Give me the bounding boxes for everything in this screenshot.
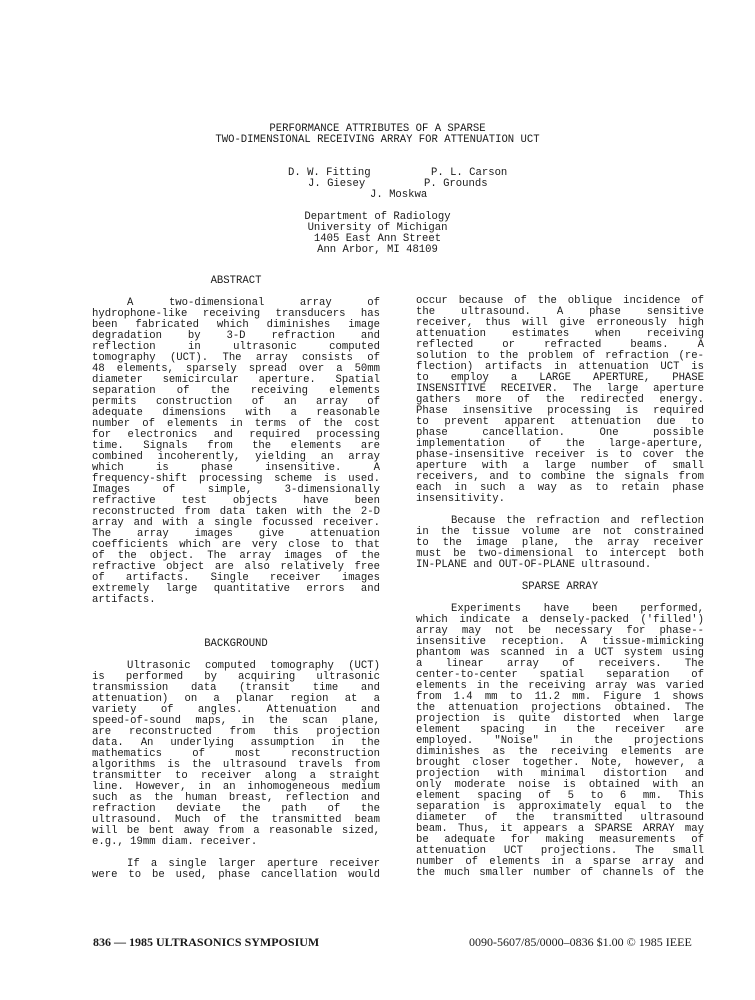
text-line: insensitive reception. A tissue-mimicking (416, 636, 704, 648)
text-line: element spacing of 5 to 6 mm. This (416, 790, 704, 802)
text-line: number of elements in terms of the cost (92, 418, 380, 430)
text-line: phase cancellation. One possible (416, 427, 704, 439)
right-column (416, 296, 704, 879)
text-line: be adequate for making measurements of (416, 834, 704, 846)
text-line: receivers, and to combine the signals from (416, 471, 704, 483)
text-line: of the object. The array images of the (92, 550, 380, 562)
text-line: projection is quite distorted when large (416, 713, 704, 725)
title-line-1: PERFORMANCE ATTRIBUTES OF A SPARSE (269, 123, 486, 135)
text-line: to prevent apparent attenuation due to (416, 416, 704, 428)
text-line: combined incoherently, yielding an array (92, 451, 380, 463)
text-line: 48 elements, sparsely spread over a 50mm (92, 363, 380, 375)
text-line: tomography (UCT). The array consists of (92, 352, 380, 364)
text-line: time. Signals from the elements are (92, 440, 380, 452)
text-line: data. An underlying assumption in the (92, 737, 380, 749)
text-line: attenuation estimates when receiving (416, 328, 704, 340)
text-line: Phase insensitive processing is required (416, 405, 704, 417)
text-line: refractive test objects have been (92, 495, 380, 507)
text-line: coefficients which are very close to that (92, 539, 380, 551)
text-line: If a single larger aperture receiver (127, 858, 380, 870)
affiliation-university: University of Michigan (307, 222, 448, 234)
text-line: reflection in ultrasonic computed (92, 341, 380, 353)
text-line: insensitivity. (416, 493, 506, 505)
text-line: line. However, in an inhomogeneous medium (92, 781, 380, 793)
text-line: separation of the receiving elements (92, 385, 380, 397)
background-paragraph-2 (92, 859, 380, 881)
author: P. Grounds (424, 178, 488, 190)
text-line: were to be used, phase cancellation would (92, 869, 380, 881)
text-line: INSENSITIVE RECEIVER. The large aperture (416, 383, 704, 395)
text-line: for electronics and required processing (92, 429, 380, 441)
text-line: flection) artifacts in attenuation UCT is (416, 361, 704, 373)
text-line: brought closer together. Note, however, a (416, 757, 704, 769)
text-line: separation is approximately equal to the (416, 801, 704, 813)
text-line: beam. Thus, it appears a SPARSE ARRAY may (416, 823, 704, 835)
text-line: mathematics of most reconstruction (92, 748, 380, 760)
because-paragraph (416, 516, 704, 571)
affiliation-department: Department of Radiology (304, 211, 451, 223)
text-line: to employ a LARGE APERTURE, PHASE (416, 372, 704, 384)
footer-copyright: 0090-5607/85/0000–0836 $1.00 © 1985 IEEE (469, 935, 692, 949)
text-line: in the tissue volume are not constrained (416, 526, 704, 538)
text-line: elements in the receiving array was varied (416, 680, 704, 692)
text-line: attenuation) on a planar region at a (92, 693, 380, 705)
text-line: implementation of the large-aperture, (416, 438, 704, 450)
text-line: Because the refraction and reflection (451, 515, 704, 527)
affiliation (0, 212, 755, 256)
text-line: solution to the problem of refraction (re- (416, 350, 704, 362)
text-line: refractive object are also relatively free (92, 561, 380, 573)
text-line: number of elements in a sparse array and (416, 856, 704, 868)
author: D. W. Fitting (288, 167, 371, 179)
text-line: a linear array of receivers. The (416, 658, 704, 670)
text-line: diminishes as the receiving elements are (416, 746, 704, 758)
text-line: attenuation UCT projections. The small (416, 845, 704, 857)
text-line: ultrasound. Much of the transmitted beam (92, 814, 380, 826)
text-line: such as the human breast, reflection and (92, 792, 380, 804)
affiliation-city: Ann Arbor, MI 48109 (317, 244, 438, 256)
left-column (92, 276, 380, 881)
paper-title (0, 124, 755, 146)
abstract-paragraph (92, 298, 380, 606)
text-line: e.g., 19mm diam. receiver. (92, 836, 258, 848)
author: J. Moskwa (370, 189, 428, 201)
text-line: employed. "Noise" in the projections (416, 735, 704, 747)
sparse-array-paragraph (416, 604, 704, 879)
sparse-array-heading: SPARSE ARRAY (521, 581, 599, 593)
text-line: algorithms is the ultrasound travels from (92, 759, 380, 771)
text-line: hydrophone-like receiving transducers has (92, 308, 380, 320)
text-line: center-to-center spatial separation of (416, 669, 704, 681)
text-line: degradation by 3-D refraction and (92, 330, 380, 342)
text-line: are reconstructed from this projection (92, 726, 380, 738)
text-line: which is phase insensitive. A (92, 462, 380, 474)
text-line: artifacts. (92, 594, 156, 606)
text-line: which indicate a densely-packed ('filled') (416, 614, 704, 626)
text-line: the ultrasound. A phase sensitive (416, 306, 704, 318)
text-line: variety of angles. Attenuation and (92, 704, 380, 716)
background-heading: BACKGROUND (204, 638, 268, 650)
text-line: projection with minimal distortion and (416, 768, 704, 780)
footer-symposium: 836 — 1985 ULTRASONICS SYMPOSIUM (93, 935, 320, 949)
text-line: transmission data (transit time and (92, 682, 380, 694)
text-line: each in such a way as to retain phase (416, 482, 704, 494)
text-line: element spacing in the receiver are (416, 724, 704, 736)
text-line: IN-PLANE and OUT-OF-PLANE ultrasound. (416, 559, 652, 571)
text-line: diameter of the transmitted ultrasound (416, 812, 704, 824)
text-line: permits construction of an array of (92, 396, 380, 408)
text-line: is performed by acquiring ultrasonic (92, 671, 380, 683)
affiliation-street: 1405 East Ann Street (313, 233, 442, 245)
text-line: receiver, thus will give erroneously high (416, 317, 704, 329)
text-line: only moderate noise is obtained with an (416, 779, 704, 791)
text-line: array and with a single focussed receiver. (92, 517, 380, 529)
text-line: adequate dimensions with a reasonable (92, 407, 380, 419)
text-line: occur because of the oblique incidence of (416, 295, 704, 307)
text-line: speed-of-sound maps, in the scan plane, (92, 715, 380, 727)
text-line: frequency-shift processing scheme is used. (92, 473, 380, 485)
text-line: to the image plane, the array receiver (416, 537, 704, 549)
continued-paragraph (416, 296, 704, 505)
text-line: gathers more of the redirected energy. (416, 394, 704, 406)
text-line: refraction deviate the path of the (92, 803, 380, 815)
text-line: been fabricated which diminishes image (92, 319, 380, 331)
title-line-2: TWO-DIMENSIONAL RECEIVING ARRAY FOR ATTENUATION UCT (215, 134, 540, 146)
text-line: must be two-dimensional to intercept both (416, 548, 704, 560)
text-line: Experiments have been performed, (451, 603, 704, 615)
text-line: aperture with a large number of small (416, 460, 704, 472)
text-line: Ultrasonic computed tomography (UCT) (127, 660, 380, 672)
background-paragraph-1 (92, 661, 380, 848)
text-line: reflected or refracted beams. A (416, 339, 704, 351)
text-line: will be bent away from a reasonable sized, (92, 825, 380, 837)
text-line: transmitter to receiver along a straight (92, 770, 380, 782)
text-line: The array images give attenuation (92, 528, 380, 540)
text-line: phantom was scanned in a UCT system using (416, 647, 704, 659)
text-line: Images of simple, 3-dimensionally (92, 484, 380, 496)
abstract-heading: ABSTRACT (210, 275, 262, 287)
text-line: the much smaller number of channels of the (416, 867, 704, 879)
text-line: the attenuation projections obtained. The (416, 702, 704, 714)
author: J. Giesey (308, 178, 366, 190)
text-line: reconstructed from data taken with the 2-D (92, 506, 380, 518)
text-line: diameter semicircular aperture. Spatial (92, 374, 380, 386)
text-line: of artifacts. Single receiver images (92, 572, 380, 584)
text-line: extremely large quantitative errors and (92, 583, 380, 595)
text-line: A two-dimensional array of (127, 297, 380, 309)
text-line: from 1.4 mm to 11.2 mm. Figure 1 shows (416, 691, 704, 703)
text-line: phase-insensitive receiver is to cover the (416, 449, 704, 461)
text-line: array may not be necessary for phase-- (416, 625, 704, 637)
author: P. L. Carson (431, 167, 508, 179)
